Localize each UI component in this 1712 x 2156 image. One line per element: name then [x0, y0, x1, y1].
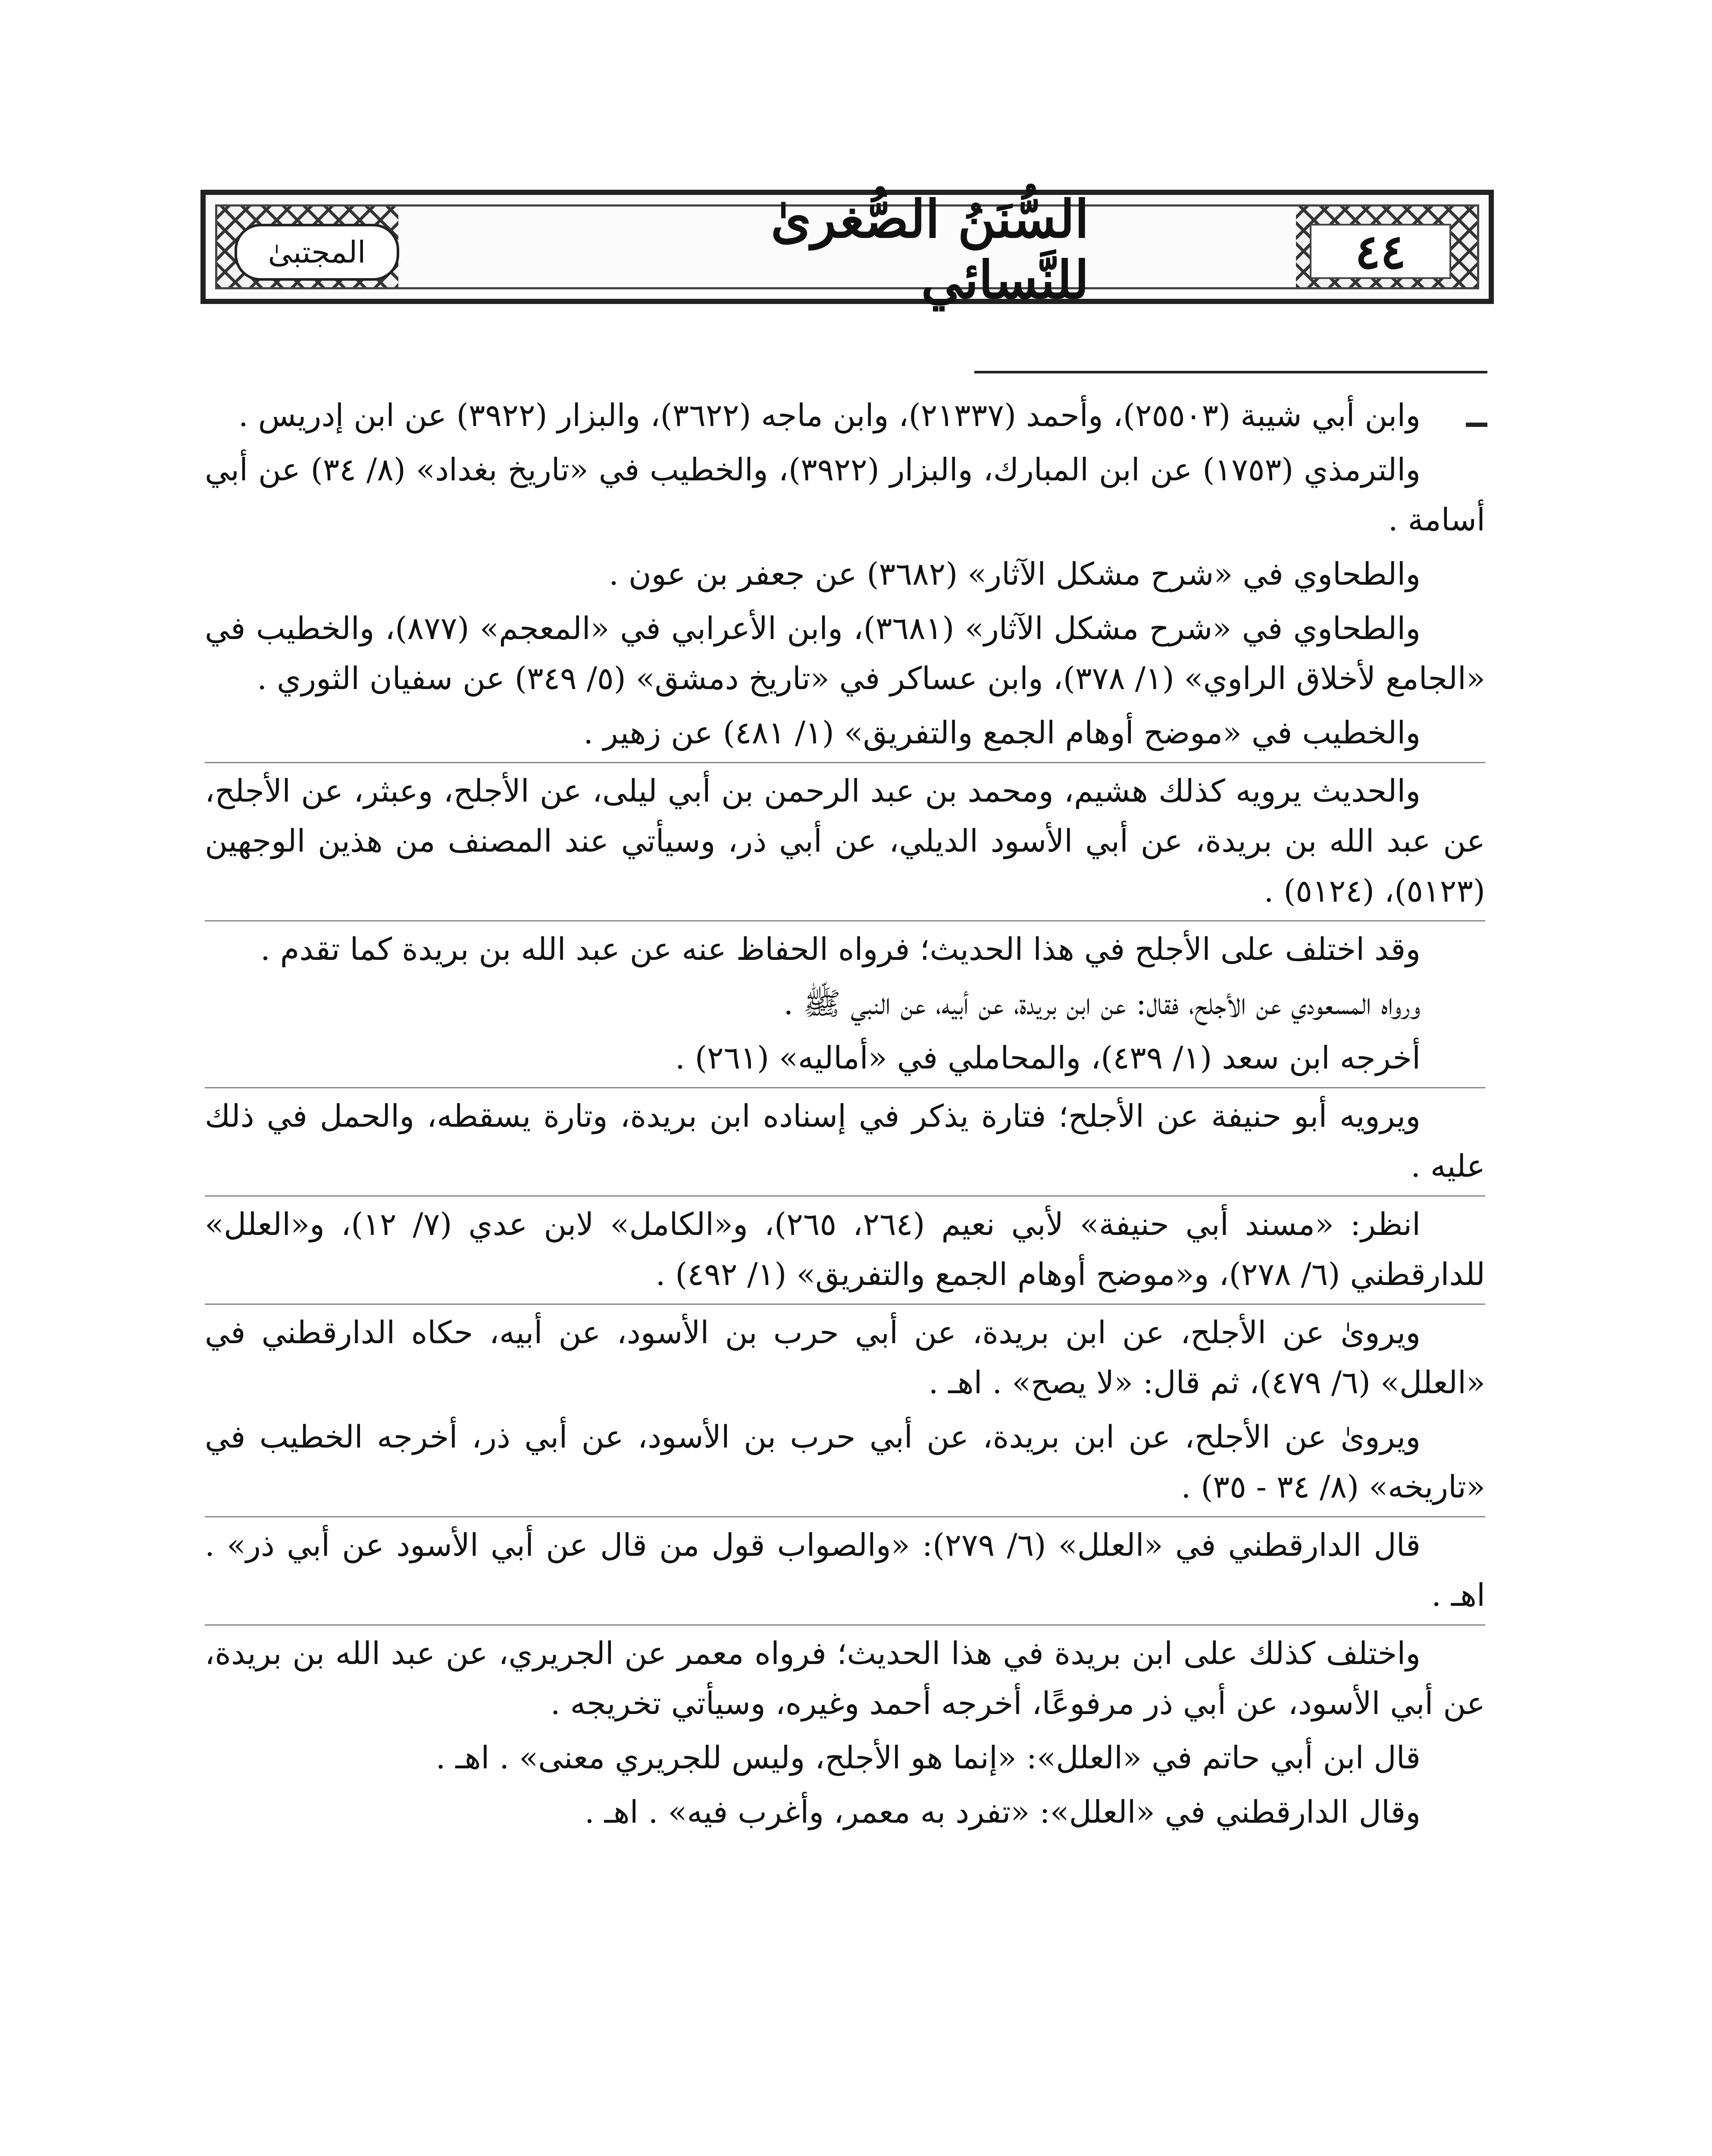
footnote-paragraph: ويرويه أبو حنيفة عن الأجلح؛ فتارة يذكر في إسناده ابن بريدة، وتارة يسقطه، والحمل في ذلك عليه .	[205, 1087, 1485, 1191]
ornament-right-panel	[1296, 207, 1477, 287]
footnote-paragraph: والطحاوي في «شرح مشكل الآثار» (٣٦٨٢) عن جعفر بن عون .	[609, 556, 1421, 592]
side-label-cartouche	[235, 224, 399, 281]
footnote-paragraph: قال الدارقطني في «العلل» (٦/ ٢٧٩): «والصواب قول من قال عن أبي الأسود عن أبي ذر» . اهـ .	[205, 1516, 1485, 1620]
footnote-paragraph: قال ابن أبي حاتم في «العلل»: «إنما هو الأجلح، وليس للجريري معنى» . اهـ .	[435, 1739, 1421, 1776]
footnote-paragraph: وقد اختلف على الأجلح في هذا الحديث؛ فرواه الحفاظ عنه عن عبد الله بن بريدة كما تقدم .	[205, 920, 1485, 974]
footnote-paragraph: والحديث يرويه كذلك هشيم، ومحمد بن عبد الرحمن بن أبي ليلى، عن الأجلح، وعبثر، عن الأجلح، عن عبد الله بن بريدة، عن أبي الأسود الديلي، عن أبي ذر، وسيأتي عند المصنف من هذين الوجهين (٥١٢٣)، (٥١٢٤) .	[205, 762, 1485, 916]
footnote-paragraph: واختلف كذلك على ابن بريدة في هذا الحديث؛ فرواه معمر عن الجريري، عن عبد الله بن بريدة، عن أبي الأسود، عن أبي ذر مرفوعًا، أخرجه أحمد وغيره، وسيأتي تخريجه .	[205, 1624, 1485, 1728]
footnote-paragraph: والخطيب في «موضح أوهام الجمع والتفريق» (١/ ٤٨١) عن زهير .	[583, 714, 1421, 751]
side-label: المجتبىٰ	[268, 235, 366, 270]
footnote-paragraph: أخرجه ابن سعد (١/ ٤٣٩)، والمحاملي في «أماليه» (٢٦١) .	[675, 1040, 1421, 1076]
footnote-paragraph: ويروىٰ عن الأجلح، عن ابن بريدة، عن أبي حرب بن الأسود، عن أبي ذر، أخرجه الخطيب في «تاريخه» (٨/ ٣٤ - ٣٥) .	[205, 1419, 1485, 1505]
running-header	[200, 189, 1494, 310]
page-number: ٤٤	[1310, 224, 1451, 279]
footnote-paragraph: وابن أبي شيبة (٢٥٥٠٣)، وأحمد (٢١٣٣٧)، وابن ماجه (٣٦٢٢)، والبزار (٣٩٢٢) عن ابن إدريس .	[238, 397, 1421, 433]
ornament-left-panel	[217, 207, 398, 287]
footnote-separator-rule	[974, 371, 1487, 373]
footnote-paragraph: وقال الدارقطني في «العلل»: «تفرد به معمر، وأغرب فيه» . اهـ .	[584, 1794, 1421, 1830]
footnote-paragraph: انظر: «مسند أبي حنيفة» لأبي نعيم (٢٦٤، ٢٦٥)، و«الكامل» لابن عدي (٧/ ١٢)، و«العلل» للدارقطني (٦/ ٢٧٨)، و«موضح أوهام الجمع والتفريق» (١/ ٤٩٢) .	[205, 1195, 1485, 1299]
footnote-paragraph: ورواه المسعودي عن الأجلح، فقال: عن ابن بريدة، عن أبيه، عن النبي ﷺ .	[783, 985, 1421, 1022]
footnote-paragraph: ويروىٰ عن الأجلح، عن ابن بريدة، عن أبي حرب بن الأسود، عن أبيه، حكاه الدارقطني في «العلل» (٦/ ٤٧٩)، ثم قال: «لا يصح» . اهـ .	[205, 1304, 1485, 1407]
footnote-paragraph: والترمذي (١٧٥٣) عن ابن المبارك، والبزار (٣٩٢٢)، والخطيب في «تاريخ بغداد» (٨/ ٣٤) عن أبي أسامة .	[205, 451, 1485, 538]
footnotes-body	[205, 390, 1485, 1841]
header-frame	[215, 189, 1479, 310]
book-title: السُّنَنُ الصُّغرىٰ للنَّسائي	[605, 215, 1089, 284]
footnote-paragraph: والطحاوي في «شرح مشكل الآثار» (٣٦٨١)، وابن الأعرابي في «المعجم» (٨٧٧)، والخطيب في «الجامع لأخلاق الراوي» (١/ ٣٧٨)، وابن عساكر في «تاريخ دمشق» (٥/ ٣٤٩) عن سفيان الثوري .	[205, 610, 1485, 696]
